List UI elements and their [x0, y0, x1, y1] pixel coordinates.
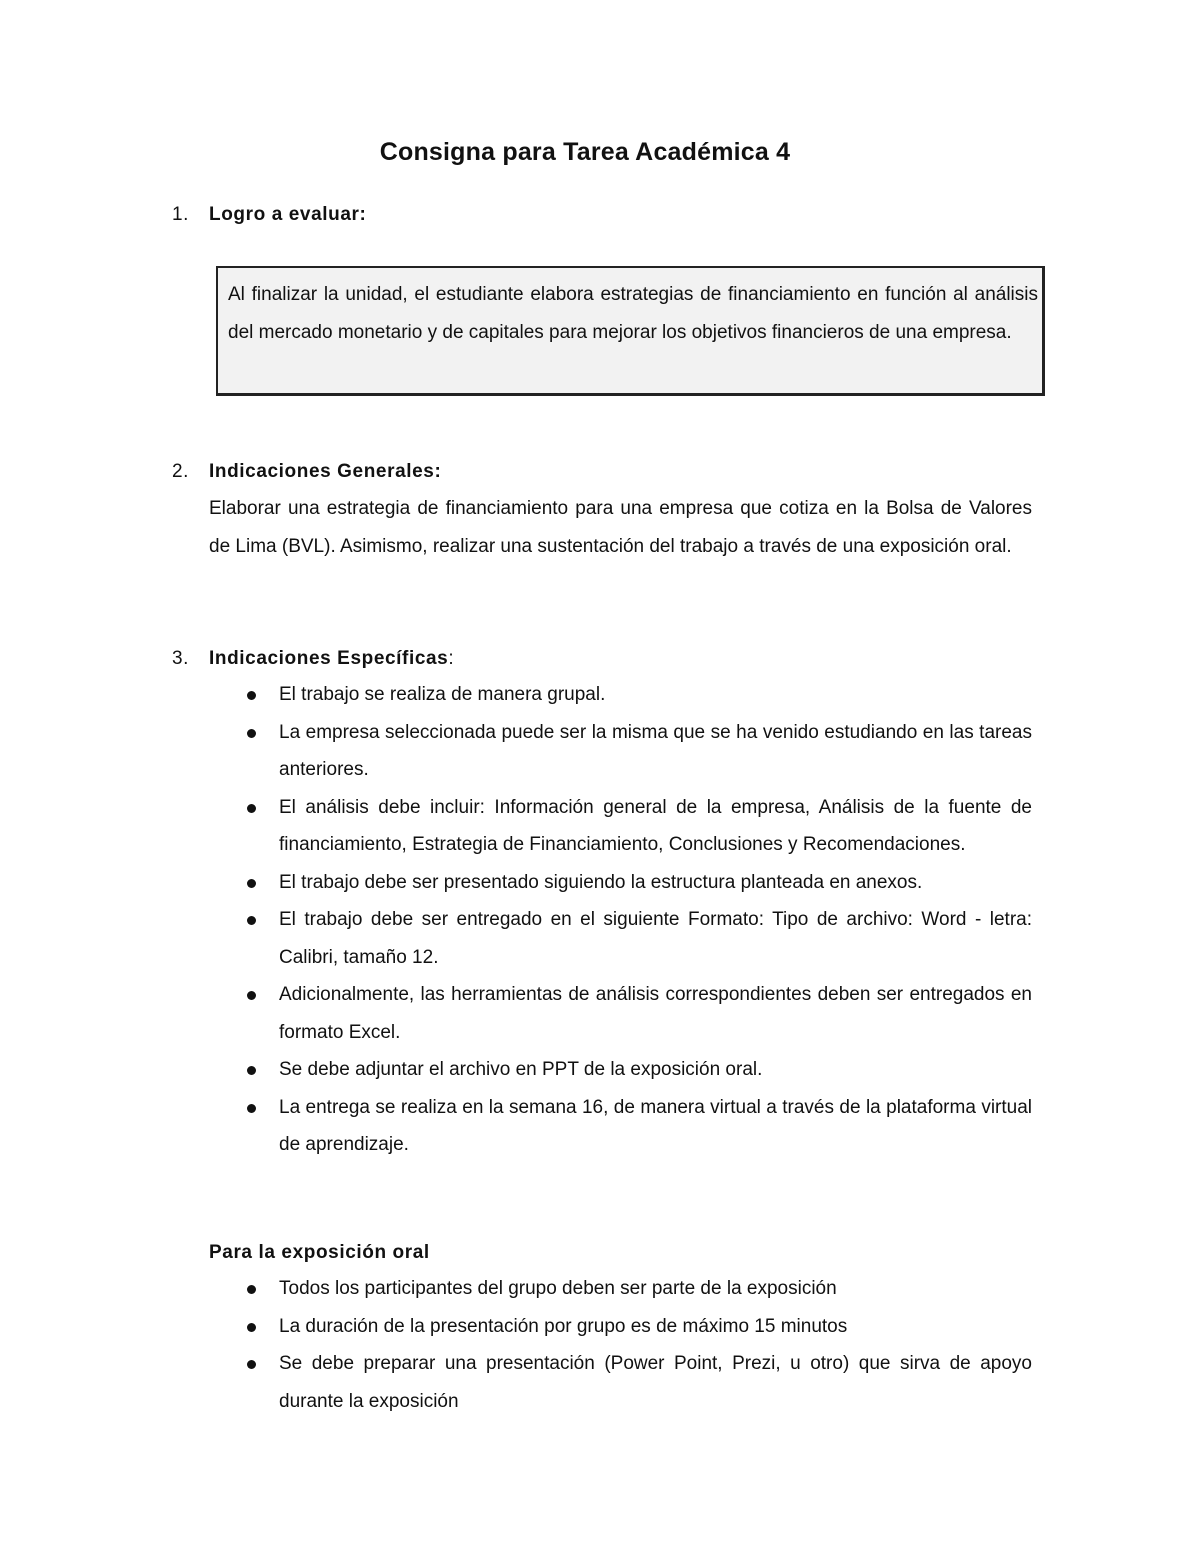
page-title: Consigna para Tarea Académica 4: [379, 138, 791, 166]
list-item: [209, 976, 1032, 1051]
section-number: 3.: [172, 648, 190, 669]
section-2-body: Elaborar una estrategia de financiamiento para una empresa que cotiza en la Bolsa de Valores de Lima (BVL). Asimismo, realizar una sustentación del trabajo a través de una exposición oral.: [209, 498, 1032, 557]
list-item-text: La empresa seleccionada puede ser la misma que se ha venido estudiando en las tareas anteriores.: [279, 721, 1032, 780]
list-item: [209, 864, 1032, 902]
list-item-text: Se debe preparar una presentación (Power Point, Prezi, u otro) que sirva de apoyo durante la exposición: [279, 1353, 1032, 1412]
section-3-heading: [172, 640, 454, 677]
bullet-icon: [247, 691, 256, 700]
list-item-text: La entrega se realiza en la semana 16, de manera virtual a través de la plataforma virtual de aprendizaje.: [279, 1096, 1032, 1155]
bullet-icon: [247, 1285, 256, 1294]
bullet-icon: [247, 991, 256, 1000]
section-title-suffix: :: [448, 648, 455, 669]
section-title: Indicaciones Generales:: [209, 461, 442, 482]
list-item: [209, 1270, 1032, 1308]
section-number: 2.: [172, 461, 190, 482]
list-item-text: Todos los participantes del grupo deben ser parte de la exposición: [279, 1278, 837, 1299]
list-item: [209, 1051, 1032, 1089]
section-title: Logro a evaluar:: [209, 204, 367, 225]
list-item: [209, 1345, 1032, 1420]
section-title: Indicaciones Específicas: [209, 648, 449, 669]
logro-box: [216, 266, 1045, 396]
list-item: [209, 901, 1032, 976]
oral-heading: Para la exposición oral: [209, 1242, 430, 1263]
list-item-text: El análisis debe incluir: Información general de la empresa, Análisis de la fuente de financiamiento, Estrategia de Financiamiento, Conclusiones y Recomendaciones.: [279, 796, 1032, 855]
section-number: 1.: [172, 204, 190, 225]
bullet-icon: [247, 1066, 256, 1075]
list-item-text: Adicionalmente, las herramientas de análisis correspondientes deben ser entregados en formato Excel.: [279, 984, 1032, 1043]
list-item: [209, 1089, 1032, 1164]
logro-text: Al finalizar la unidad, el estudiante elabora estrategias de financiamiento en función al análisis del mercado monetario y de capitales para mejorar los objetivos financieros de una empresa.: [228, 284, 1038, 343]
list-item-text: Se debe adjuntar el archivo en PPT de la exposición oral.: [279, 1059, 763, 1080]
oral-list: [209, 1270, 1032, 1420]
bullet-icon: [247, 804, 256, 813]
list-item: [209, 789, 1032, 864]
list-item-text: El trabajo debe ser entregado en el siguiente Formato: Tipo de archivo: Word - letra: Calibri, tamaño 12.: [279, 909, 1032, 968]
bullet-icon: [247, 1104, 256, 1113]
list-item-text: La duración de la presentación por grupo es de máximo 15 minutos: [279, 1315, 848, 1337]
bullet-icon: [247, 1360, 256, 1369]
list-item-text: El trabajo se realiza de manera grupal.: [279, 684, 606, 705]
list-item: [209, 1308, 1032, 1346]
section-1-heading: [172, 196, 366, 233]
bullet-icon: [247, 879, 256, 888]
list-item: [209, 676, 1032, 714]
bullet-icon: [247, 729, 256, 738]
bullet-icon: [247, 1323, 256, 1332]
bullet-icon: [247, 916, 256, 925]
list-item: [209, 714, 1032, 789]
section-2-heading: [172, 453, 441, 490]
list-item-text: El trabajo debe ser presentado siguiendo la estructura planteada en anexos.: [279, 871, 923, 893]
specific-indications-list: [209, 676, 1032, 1164]
